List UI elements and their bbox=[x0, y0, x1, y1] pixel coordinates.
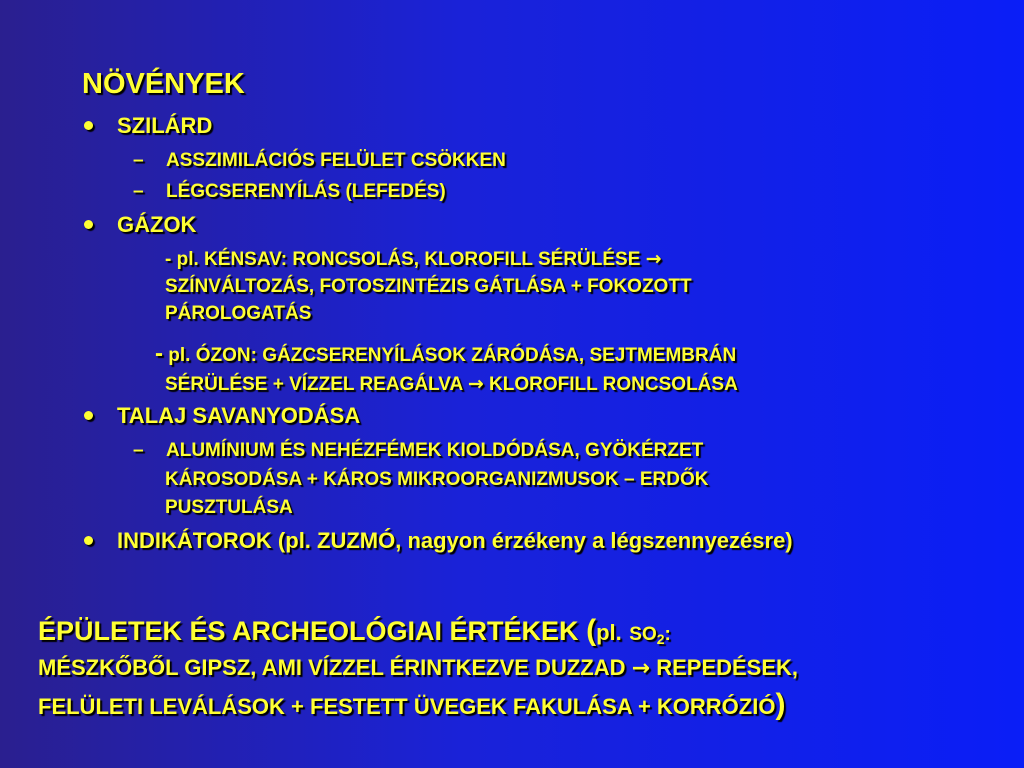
gas-paragraph-sulfuric bbox=[165, 246, 885, 327]
bullet-item-indicators bbox=[80, 527, 793, 555]
arrow-right-icon: → bbox=[467, 373, 484, 395]
paragraph-line bbox=[155, 340, 875, 369]
gas-paragraph-ozone bbox=[155, 340, 875, 369]
sub-item-label: ASSZIMILÁCIÓS FELÜLET CSÖKKEN bbox=[166, 150, 506, 171]
bullet-dot-icon bbox=[84, 220, 93, 229]
dash-text: - bbox=[155, 340, 163, 367]
dash-icon: – bbox=[133, 440, 144, 461]
paragraph-line bbox=[165, 371, 738, 398]
dash-icon: – bbox=[133, 150, 144, 171]
arrow-right-icon: → bbox=[631, 656, 651, 681]
dash-icon: – bbox=[133, 181, 144, 202]
buildings-text: REPEDÉSEK, bbox=[656, 655, 799, 680]
arrow-right-icon: → bbox=[645, 248, 662, 270]
paragraph-line: SZÍNVÁLTOZÁS, FOTOSZINTÉZIS GÁTLÁSA + FOKOZOTT bbox=[165, 276, 692, 297]
buildings-heading: ÉPÜLETEK ÉS ARCHEOLÓGIAI ÉRTÉKEK bbox=[38, 616, 579, 646]
buildings-heading-line bbox=[38, 614, 671, 656]
buildings-text: FELÜLETI LEVÁLÁSOK + FESTETT ÜVEGEK FAKULÁSA + KORRÓZIÓ bbox=[38, 694, 776, 719]
bullet-label: GÁZOK bbox=[117, 212, 197, 237]
chemical-formula: SO bbox=[629, 624, 657, 645]
chemical-subscript: 2 bbox=[656, 631, 665, 647]
section-heading-plants: NÖVÉNYEK bbox=[82, 68, 245, 100]
paragraph-text: - pl. KÉNSAV: RONCSOLÁS, KLOROFILL SÉRÜLÉSE bbox=[165, 249, 641, 270]
buildings-text: MÉSZKŐBŐL GIPSZ, AMI VÍZZEL ÉRINTKEZVE DUZZAD bbox=[38, 655, 626, 680]
buildings-line bbox=[38, 690, 785, 722]
paragraph-text: SÉRÜLÉSE + VÍZZEL REAGÁLVA bbox=[165, 374, 463, 395]
buildings-example-label: pl. bbox=[596, 620, 622, 645]
bullet-label: INDIKÁTOROK (pl. ZUZMÓ, nagyon érzékeny a légszennyezésre) bbox=[117, 528, 793, 553]
paren-close: ) bbox=[775, 688, 786, 721]
bullet-dot-icon bbox=[84, 411, 93, 420]
sub-item-label: ALUMÍNIUM ÉS NEHÉZFÉMEK KIOLDÓDÁSA, GYÖKÉRZET bbox=[166, 440, 704, 461]
paragraph-line bbox=[165, 246, 885, 273]
sub-item-continuation: KÁROSODÁSA + KÁROS MIKROORGANIZMUSOK – ERDŐK bbox=[165, 469, 709, 490]
sub-item bbox=[133, 178, 446, 205]
paragraph-line: PÁROLOGATÁS bbox=[165, 303, 312, 324]
sub-item bbox=[133, 147, 506, 174]
sub-item bbox=[133, 437, 703, 464]
bullet-item-solid bbox=[80, 112, 212, 140]
sub-item-continuation: PUSZTULÁSA bbox=[165, 497, 293, 518]
bullet-label: SZILÁRD bbox=[117, 113, 213, 138]
bullet-dot-icon bbox=[84, 536, 93, 545]
paren-open: ( bbox=[586, 614, 597, 647]
bullet-label: TALAJ SAVANYODÁSA bbox=[117, 403, 361, 428]
paragraph-text: KLOROFILL RONCSOLÁSA bbox=[489, 374, 738, 395]
bullet-item-soil bbox=[80, 402, 360, 430]
bullet-dot-icon bbox=[84, 121, 93, 130]
bullet-item-gases bbox=[80, 211, 196, 239]
sub-item-label: LÉGCSERENYÍLÁS (LEFEDÉS) bbox=[166, 181, 446, 202]
buildings-line bbox=[38, 653, 798, 684]
paragraph-text: pl. ÓZON: GÁZCSERENYÍLÁSOK ZÁRÓDÁSA, SEJTMEMBRÁN bbox=[168, 345, 737, 366]
colon: : bbox=[664, 624, 671, 645]
